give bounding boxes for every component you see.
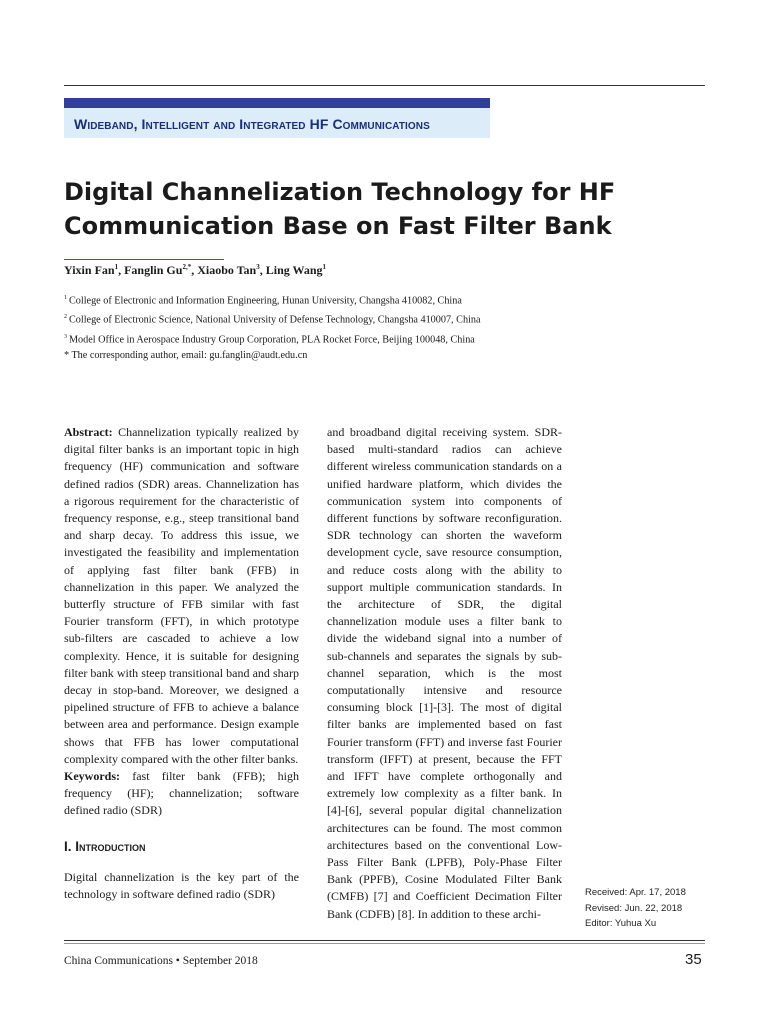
author-sep: , xyxy=(191,263,198,277)
affiliation-3 xyxy=(64,329,481,348)
footer-rule xyxy=(64,940,705,941)
keywords xyxy=(64,768,299,820)
revised-date: Revised: Jun. 22, 2018 xyxy=(585,902,683,914)
author-sup: 1 xyxy=(114,263,119,271)
title-underline xyxy=(64,259,224,260)
received-date: Received: Apr. 17, 2018 xyxy=(585,887,686,898)
paper-title xyxy=(64,175,664,243)
author-sup: 2,* xyxy=(182,263,192,271)
affiliation-1 xyxy=(64,290,481,309)
intro-paragraph: Digital channelization is the key part of the technology in software defined radio (SDR) xyxy=(64,869,299,902)
author-sup: 3 xyxy=(256,263,260,271)
abstract-label: Abstract: xyxy=(64,425,113,439)
keywords-label: Keywords: xyxy=(64,769,120,784)
editor: Editor: Yuhua Xu xyxy=(585,918,657,929)
intro-continued: and broadband digital receiving system. SDR-based multi-standard radios can achieve different wireless communication standards on a unified hardware platform, which divides the communication system into components of different functions by software reconfiguration. SDR technology can shorten the waveform development cycle, save resource consumption, and reduce costs along with the ability to support multiple communication standards. In the architecture of SDR, the digital channelization module uses a filter bank to divide the wideband signal into a number of sub-channels and separates the signals by sub-channel separation, which is the most computationally intensive and resource consuming block [1]-[3]. The most of digital filter banks are implemented based on fast Fourier transform (FFT) and inverse fast Fourier transform (IFFT) at present, because the FFT and IFFT have complete orthogonally and extremely low complexity as a filter bank. In [4]-[6], several popular digital channelization architectures can be found. The most common architectures based on the conventional Low-Pass Filter Bank (LPFB), Poly-Phase Filter Bank (PPFB), Cosine Modulated Filter Bank (CMFB) [7] and Coefficient Decimation Filter Bank (CDFB) [8]. In addition to these archi- xyxy=(327,425,562,921)
affiliation-text: College of Electronic and Information Engineering, Hunan University, Changsha 410082, China xyxy=(69,295,462,307)
title-line-1: Digital Channelization Technology for HF xyxy=(64,178,616,206)
author-name: Fanglin Gu xyxy=(124,263,183,277)
abstract xyxy=(64,424,299,768)
section-band-dark xyxy=(64,98,490,108)
title-line-2: Communication Base on Fast Filter Bank xyxy=(64,212,612,240)
author-list xyxy=(64,263,326,278)
section-band xyxy=(64,108,490,138)
journal-footer: China Communications • September 2018 xyxy=(64,955,258,967)
keywords-text: fast filter bank (FFB); high frequency (HF); channelization; software defined radio (SDR) xyxy=(64,769,299,818)
top-rule xyxy=(64,85,705,86)
right-column xyxy=(327,424,562,923)
affiliation-sup: 3 xyxy=(64,333,67,340)
author-sep: , xyxy=(118,263,125,277)
affiliations xyxy=(64,290,481,364)
author-name: Ling Wang xyxy=(265,263,323,277)
footer-rule-thin xyxy=(64,943,705,944)
affiliation-text: Model Office in Aerospace Industry Group Corporation, PLA Rocket Force, Beijing 100048, China xyxy=(69,334,475,346)
section-heading: I. Introduction xyxy=(64,838,146,854)
affiliation-2 xyxy=(64,309,481,328)
article-dates xyxy=(585,885,686,932)
author-sup: 1 xyxy=(322,263,327,271)
corresponding-author: * The corresponding author, email: gu.fanglin@audt.edu.cn xyxy=(64,350,308,362)
affiliation-text: College of Electronic Science, National University of Defense Technology, Changsha 410007, China xyxy=(69,314,481,326)
left-column xyxy=(64,424,299,903)
affiliation-sup: 1 xyxy=(64,295,67,301)
author-sep: , xyxy=(259,263,266,277)
author-name: Yixin Fan xyxy=(64,263,115,277)
section-label: Wideband, Intelligent and Integrated HF Communications xyxy=(74,116,430,132)
author-name: Xiaobo Tan xyxy=(197,263,257,277)
page-number: 35 xyxy=(685,951,702,968)
abstract-text: Channelization typically realized by digital filter banks is an important topic in high frequency (HF) communication and software defined radios (SDR) areas. Channelization has a rigorous requirement for the characteristic of frequency response, e.g., steep transitional band and sharp decay. To address this issue, we investigated the feasibility and implementation of applying fast filter bank (FFB) in channelization in this paper. We analyzed the butterfly structure of FFB similar with fast Fourier transform (FFT), in which prototype sub-filters are cascaded to achieve a low complexity. Hence, it is suitable for designing filter bank with steep transitional band and sharp decay in stop-band. Moreover, we designed a pipelined structure of FFB to achieve a balance between area and performance. Design example shows that FFB has lower computational complexity compared with the other filter banks. xyxy=(64,425,299,766)
affiliation-sup: 2 xyxy=(64,314,67,321)
